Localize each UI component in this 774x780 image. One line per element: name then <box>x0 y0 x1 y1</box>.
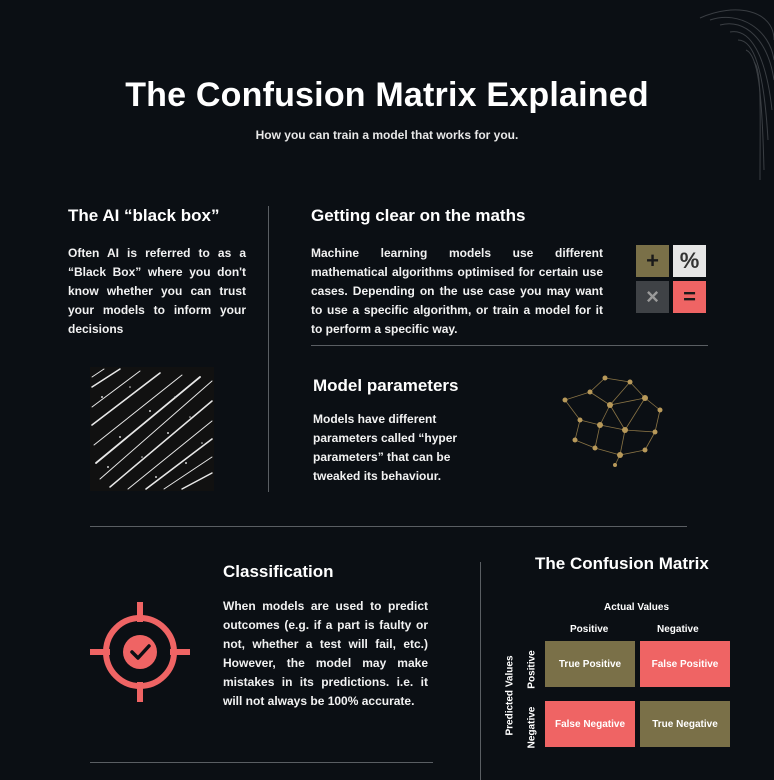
times-icon: × <box>636 281 669 313</box>
predicted-values-label: Predicted Values <box>504 655 516 736</box>
page-subtitle: How you can train a model that works for you. <box>255 128 519 142</box>
section-divider-maths <box>311 345 708 346</box>
actual-values-label: Actual Values <box>604 602 670 613</box>
col-negative-label: Negative <box>657 624 699 635</box>
equals-icon: = <box>673 281 706 313</box>
section-divider-horizontal <box>90 526 687 527</box>
matrix-heading: The Confusion Matrix <box>535 554 709 573</box>
parameters-text: Models have different parameters called “hyper parameters” that can be tweaked its behaviour. <box>313 412 458 483</box>
row-negative-label: Negative <box>526 706 538 749</box>
section-divider-bottom <box>90 762 433 763</box>
black-box-text: Often AI is referred to as a “Black Box” where you don't know whether you can trust your models to inform your decisions <box>68 246 246 336</box>
network-graph-icon <box>560 370 670 470</box>
col-positive-label: Positive <box>570 624 609 635</box>
black-box-heading: The AI “black box” <box>68 206 220 225</box>
cell-false-negative: False Negative <box>545 701 635 747</box>
classification-heading: Classification <box>223 562 334 581</box>
cell-false-positive: False Positive <box>640 641 730 687</box>
page-title: The Confusion Matrix Explained <box>125 76 649 114</box>
classification-text: When models are used to predict outcomes (e.g. if a part is faulty or not, whether a test will fail, etc.) However, the model may make mistakes in its predictions. i.e. it will not always be 100% accurate. <box>223 599 428 708</box>
percent-icon: % <box>673 245 706 277</box>
parameters-heading: Model parameters <box>313 376 459 395</box>
cell-true-positive: True Positive <box>545 641 635 687</box>
maths-text: Machine learning models use different mathematical algorithms optimised for certain use cases. Depending on the use case you may want to use a specific algorithm, or train a model for it to perform a specific way. <box>311 246 603 336</box>
cell-true-negative: True Negative <box>640 701 730 747</box>
section-divider-vertical <box>268 206 269 492</box>
matrix-divider-vertical <box>480 562 481 780</box>
row-positive-label: Positive <box>526 650 538 689</box>
black-box-image <box>90 367 214 491</box>
calculator-icon <box>636 245 710 317</box>
target-check-icon <box>88 600 192 704</box>
plus-icon: + <box>636 245 669 277</box>
maths-heading: Getting clear on the maths <box>311 206 526 225</box>
